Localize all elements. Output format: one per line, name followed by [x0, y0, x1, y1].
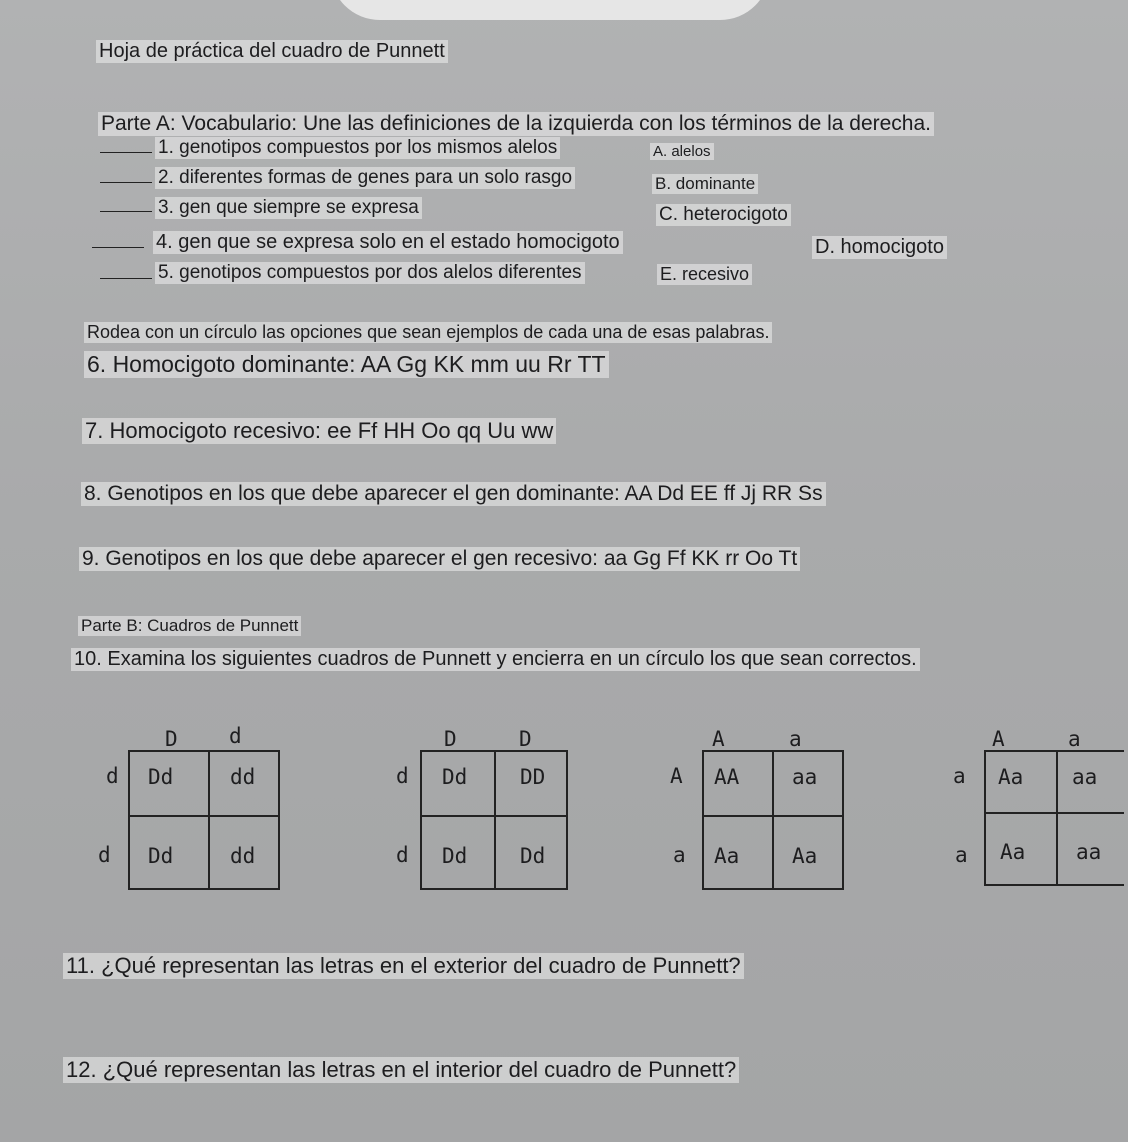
side-allele: a	[955, 843, 968, 867]
grid-cell: DD	[520, 765, 546, 789]
definition-3: 3. gen que siempre se expresa	[155, 197, 422, 219]
top-allele: A	[992, 727, 1005, 751]
term-d: D. homocigoto	[812, 236, 947, 259]
grid-cell: Dd	[442, 765, 468, 789]
punnett-grid	[128, 750, 280, 890]
term-a: A. alelos	[650, 143, 714, 160]
top-allele: A	[712, 727, 725, 751]
circle-instruction: Rodea con un círculo las opciones que sean ejemplos de cada una de esas palabras.	[84, 322, 772, 343]
question-10: 10. Examina los siguientes cuadros de Punnett y encierra en un círculo los que sean correctos.	[71, 648, 920, 671]
answer-blank-4[interactable]	[92, 247, 144, 248]
grid-cell: Dd	[442, 844, 468, 868]
question-11: 11. ¿Qué representan las letras en el exterior del cuadro de Punnett?	[63, 953, 744, 979]
side-allele: d	[106, 764, 119, 788]
top-allele: D	[165, 727, 178, 751]
side-allele: d	[98, 843, 111, 867]
page-title: Hoja de práctica del cuadro de Punnett	[96, 40, 448, 63]
grid-cell: dd	[230, 765, 256, 789]
side-allele: A	[670, 764, 683, 788]
question-6: 6. Homocigoto dominante: AA Gg KK mm uu Rr TT	[84, 351, 609, 378]
punnett-grid	[984, 750, 1124, 886]
top-allele: D	[444, 727, 457, 751]
definition-2: 2. diferentes formas de genes para un solo rasgo	[155, 167, 575, 189]
grid-cell: aa	[792, 765, 818, 789]
definition-5: 5. genotipos compuestos por dos alelos diferentes	[155, 262, 585, 284]
side-allele: d	[396, 764, 409, 788]
part-a-heading: Parte A: Vocabulario: Une las definiciones de la izquierda con los términos de la derecha.	[98, 112, 934, 136]
punnett-grid	[702, 750, 844, 890]
grid-cell: AA	[714, 765, 740, 789]
side-allele: d	[396, 843, 409, 867]
question-9: 9. Genotipos en los que debe aparecer el gen recesivo: aa Gg Ff KK rr Oo Tt	[79, 547, 800, 571]
punnett-grid	[420, 750, 568, 890]
grid-cell: Aa	[1000, 840, 1026, 864]
answer-blank-1[interactable]	[100, 152, 152, 153]
question-12: 12. ¿Qué representan las letras en el interior del cuadro de Punnett?	[63, 1057, 739, 1083]
top-allele: a	[1068, 727, 1081, 751]
grid-cell: Dd	[148, 765, 174, 789]
top-allele: a	[789, 727, 802, 751]
grid-cell: Aa	[792, 844, 818, 868]
definition-4: 4. gen que se expresa solo en el estado homocigoto	[153, 231, 623, 254]
answer-blank-5[interactable]	[100, 278, 152, 279]
side-allele: a	[953, 764, 966, 788]
definition-1: 1. genotipos compuestos por los mismos alelos	[155, 137, 560, 159]
grid-cell: Aa	[998, 765, 1024, 789]
question-8: 8. Genotipos en los que debe aparecer el gen dominante: AA Dd EE ff Jj RR Ss	[81, 482, 826, 506]
grid-cell: Dd	[148, 844, 174, 868]
grid-cell: aa	[1072, 765, 1098, 789]
grid-cell: aa	[1076, 840, 1102, 864]
top-allele: d	[229, 724, 242, 748]
answer-blank-3[interactable]	[100, 211, 152, 212]
part-b-heading: Parte B: Cuadros de Punnett	[78, 616, 301, 636]
term-c: C. heterocigoto	[656, 204, 791, 226]
grid-cell: Dd	[520, 844, 546, 868]
question-7: 7. Homocigoto recesivo: ee Ff HH Oo qq Uu ww	[82, 418, 556, 444]
term-b: B. dominante	[652, 174, 758, 194]
top-allele: D	[519, 727, 532, 751]
term-e: E. recesivo	[657, 264, 752, 285]
answer-blank-2[interactable]	[100, 182, 152, 183]
paper-top-edge	[330, 0, 770, 20]
grid-cell: Aa	[714, 844, 740, 868]
side-allele: a	[673, 843, 686, 867]
grid-cell: dd	[230, 844, 256, 868]
